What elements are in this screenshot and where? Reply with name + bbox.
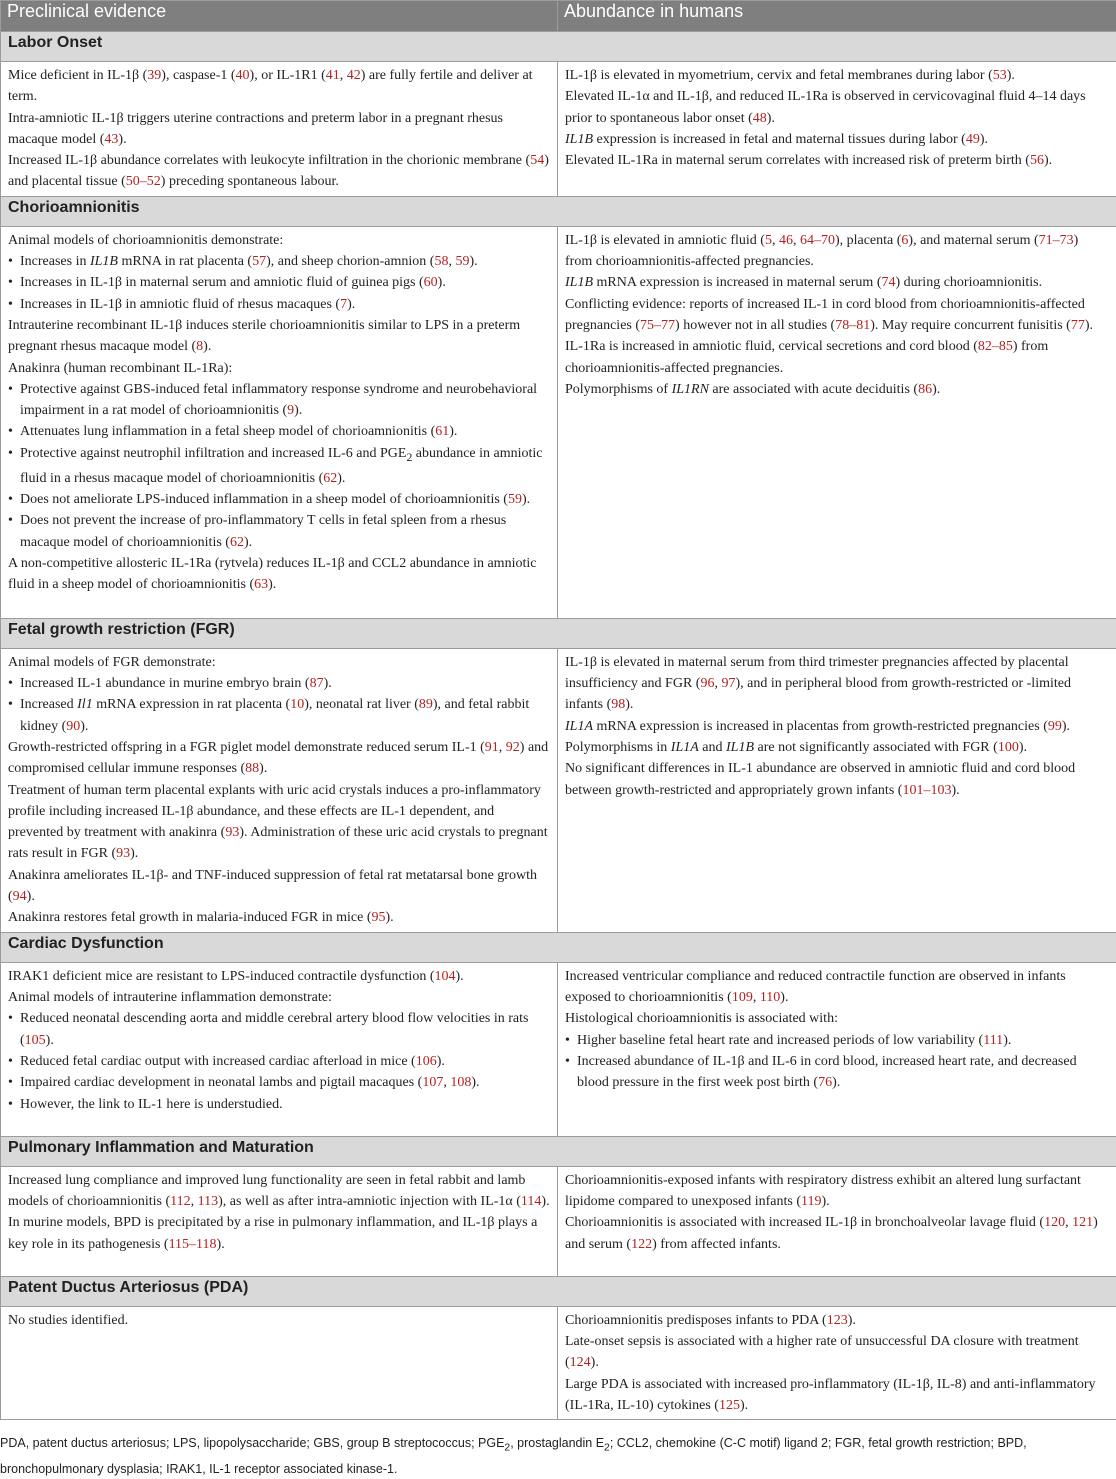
bullet-icon: • <box>8 1008 20 1051</box>
bullet-text: Increased IL-1 abundance in murine embryo brain (87). <box>20 673 550 694</box>
section-title: Cardiac Dysfunction <box>1 932 1116 962</box>
evidence-paragraph: Elevated IL-1Ra in maternal serum correlates with increased risk of preterm birth (56). <box>565 150 1109 171</box>
bullet-text: Impaired cardiac development in neonatal lambs and pigtail macaques (107, 108). <box>20 1072 550 1093</box>
evidence-paragraph: IL-1Ra is increased in amniotic fluid, cervical secretions and cord blood (82–85) from chorioamnionitis-affected pregnancies. <box>565 336 1109 379</box>
evidence-paragraph: Histological chorioamnionitis is associated with: <box>565 1008 1109 1029</box>
preclinical-evidence-cell <box>1 1306 558 1419</box>
section-header-row <box>1 1276 1116 1306</box>
evidence-paragraph: Animal models of chorioamnionitis demonstrate: <box>8 230 550 251</box>
section-title: Labor Onset <box>1 32 1116 62</box>
evidence-paragraph: Increased ventricular compliance and reduced contractile function are observed in infants exposed to chorioamnionitis (109, 110). <box>565 966 1109 1009</box>
bullet-item <box>8 1094 550 1115</box>
evidence-paragraph: Chorioamnionitis-exposed infants with respiratory distress exhibit an altered lung surfactant lipidome compared to unexposed infants (119). <box>565 1170 1109 1213</box>
bullet-icon: • <box>8 379 20 422</box>
evidence-paragraph: IL-1β is elevated in amniotic fluid (5, 46, 64–70), placenta (6), and maternal serum (71–73) from chorioamnionitis-affected pregnancies. <box>565 230 1109 273</box>
bullet-item <box>8 1008 550 1051</box>
preclinical-evidence-cell <box>1 62 558 197</box>
human-abundance-cell <box>558 1306 1116 1419</box>
bullet-item <box>8 379 550 422</box>
bullet-text: However, the link to IL-1 here is understudied. <box>20 1094 550 1115</box>
preclinical-evidence-cell <box>1 226 558 618</box>
bullet-text: Increased abundance of IL-1β and IL-6 in cord blood, increased heart rate, and decreased blood pressure in the first week post birth (76). <box>577 1051 1109 1094</box>
evidence-paragraph: IL-1β is elevated in maternal serum from third trimester pregnancies affected by placental insufficiency and FGR (96, 97), and in peripheral blood from growth-restricted or -limited infants (98). <box>565 652 1109 716</box>
bullet-icon: • <box>8 1051 20 1072</box>
evidence-paragraph: Mice deficient in IL-1β (39), caspase-1 (40), or IL-1R1 (41, 42) are fully fertile and deliver at term. <box>8 65 550 108</box>
bullet-icon: • <box>8 251 20 272</box>
bullet-text: Reduced neonatal descending aorta and middle cerebral artery blood flow velocities in rats (105). <box>20 1008 550 1051</box>
evidence-paragraph: Polymorphisms in IL1A and IL1B are not significantly associated with FGR (100). <box>565 737 1109 758</box>
bullet-item <box>8 1072 550 1093</box>
evidence-paragraph: Conflicting evidence: reports of increased IL-1 in cord blood from chorioamnionitis-affected pregnancies (75–77) however not in all studies (78–81). May require concurrent funisitis (77). <box>565 294 1109 337</box>
bullet-item <box>8 1051 550 1072</box>
evidence-paragraph: IL1A mRNA expression is increased in placentas from growth-restricted pregnancies (99). <box>565 716 1109 737</box>
column-header-humans: Abundance in humans <box>558 1 1116 32</box>
bullet-text: Increases in IL-1β in amniotic fluid of rhesus macaques (7). <box>20 294 550 315</box>
bullet-text: Increased Il1 mRNA expression in rat placenta (10), neonatal rat liver (89), and fetal rabbit kidney (90). <box>20 694 550 737</box>
section-header-row <box>1 618 1116 648</box>
bullet-item <box>8 510 550 553</box>
evidence-paragraph: Polymorphisms of IL1RN are associated with acute deciduitis (86). <box>565 379 1109 400</box>
bullet-text: Does not prevent the increase of pro-inflammatory T cells in fetal spleen from a rhesus macaque model of chorioamnionitis (62). <box>20 510 550 553</box>
bullet-item <box>8 673 550 694</box>
bullet-item <box>565 1051 1109 1094</box>
evidence-paragraph: Chorioamnionitis is associated with increased IL-1β in bronchoalveolar lavage fluid (120, 121) and serum (122) from affected infants. <box>565 1212 1109 1255</box>
evidence-paragraph: IL1B expression is increased in fetal and maternal tissues during labor (49). <box>565 129 1109 150</box>
evidence-paragraph: Increased IL-1β abundance correlates with leukocyte infiltration in the chorionic membrane (54) and placental tissue (50–52) preceding spontaneous labour. <box>8 150 550 193</box>
bullet-icon: • <box>8 673 20 694</box>
bullet-text: Protective against GBS-induced fetal inflammatory response syndrome and neurobehavioral impairment in a rat model of chorioamnionitis (9). <box>20 379 550 422</box>
bullet-icon: • <box>8 421 20 442</box>
section-content-row <box>1 226 1116 618</box>
bullet-text: Does not ameliorate LPS-induced inflammation in a sheep model of chorioamnionitis (59). <box>20 489 550 510</box>
section-header-row <box>1 932 1116 962</box>
section-content-row <box>1 648 1116 932</box>
section-content-row <box>1 1166 1116 1276</box>
bullet-icon: • <box>565 1030 577 1051</box>
section-title: Patent Ductus Arteriosus (PDA) <box>1 1276 1116 1306</box>
bullet-text: Protective against neutrophil infiltration and increased IL-6 and $PGE_2$ abundance in amniotic fluid in a rhesus macaque model of chorioamnionitis (62). <box>20 443 550 489</box>
human-abundance-cell <box>558 226 1116 618</box>
evidence-paragraph: Intrauterine recombinant IL-1β induces sterile chorioamnionitis similar to LPS in a preterm pregnant rhesus macaque model (8). <box>8 315 550 358</box>
preclinical-evidence-cell <box>1 1166 558 1276</box>
table-footnote: PDA, patent ductus arteriosus; LPS, lipopolysaccharide; GBS, group B streptococcus; $PGE_2$, prostaglandin $E_2$; CCL2, chemokine (C-C motif) ligand 2; FGR, fetal growth restriction; BPD, bronchopulmonary dysplasia; IRAK1, IL-1 receptor associated kinase-1. <box>0 1433 1110 1479</box>
human-abundance-cell <box>558 648 1116 932</box>
section-header-row <box>1 196 1116 226</box>
evidence-paragraph: Increased lung compliance and improved lung functionality are seen in fetal rabbit and lamb models of chorioamnionitis (112, 113), as well as after intra-amniotic injection with IL-1α (114). <box>8 1170 550 1213</box>
human-abundance-cell <box>558 1166 1116 1276</box>
section-header-row <box>1 32 1116 62</box>
bullet-item <box>8 443 550 489</box>
evidence-paragraph: Treatment of human term placental explants with uric acid crystals induces a pro-inflammatory profile including increased IL-1β abundance, and these effects are IL-1 dependent, and prevented by treatment with anakinra (93). Administration of these uric acid crystals to pregnant rats result in FGR (93). <box>8 780 550 865</box>
section-header-row <box>1 1136 1116 1166</box>
evidence-paragraph: Anakinra ameliorates IL-1β- and TNF-induced suppression of fetal rat metatarsal bone growth (94). <box>8 865 550 908</box>
evidence-paragraph: IL-1β is elevated in myometrium, cervix and fetal membranes during labor (53). <box>565 65 1109 86</box>
evidence-paragraph: Animal models of intrauterine inflammation demonstrate: <box>8 987 550 1008</box>
bullet-item <box>8 421 550 442</box>
human-abundance-cell <box>558 962 1116 1136</box>
bullet-item <box>8 694 550 737</box>
bullet-icon: • <box>8 1094 20 1115</box>
bullet-text: Attenuates lung inflammation in a fetal sheep model of chorioamnionitis (61). <box>20 421 550 442</box>
bullet-icon: • <box>8 294 20 315</box>
evidence-paragraph: Anakinra restores fetal growth in malaria-induced FGR in mice (95). <box>8 907 550 928</box>
evidence-paragraph: Chorioamnionitis predisposes infants to PDA (123). <box>565 1310 1109 1331</box>
bullet-text: Increases in IL-1β in maternal serum and amniotic fluid of guinea pigs (60). <box>20 272 550 293</box>
evidence-paragraph: Late-onset sepsis is associated with a higher rate of unsuccessful DA closure with treatment (124). <box>565 1331 1109 1374</box>
section-content-row <box>1 962 1116 1136</box>
evidence-paragraph: No significant differences in IL-1 abundance are observed in amniotic fluid and cord blood between growth-restricted and appropriately grown infants (101–103). <box>565 758 1109 801</box>
bullet-text: Higher baseline fetal heart rate and increased periods of low variability (111). <box>577 1030 1109 1051</box>
section-title: Chorioamnionitis <box>1 196 1116 226</box>
section-content-row <box>1 62 1116 197</box>
bullet-icon: • <box>8 489 20 510</box>
bullet-icon: • <box>8 694 20 737</box>
column-header-preclinical: Preclinical evidence <box>1 1 558 32</box>
evidence-paragraph: IRAK1 deficient mice are resistant to LPS-induced contractile dysfunction (104). <box>8 966 550 987</box>
bullet-icon: • <box>8 510 20 553</box>
preclinical-evidence-cell <box>1 648 558 932</box>
evidence-paragraph: Growth-restricted offspring in a FGR piglet model demonstrate reduced serum IL-1 (91, 92) and compromised cellular immune responses (88). <box>8 737 550 780</box>
section-title: Fetal growth restriction (FGR) <box>1 618 1116 648</box>
bullet-icon: • <box>8 272 20 293</box>
bullet-item <box>565 1030 1109 1051</box>
table-body <box>1 32 1116 1420</box>
evidence-paragraph: Anakinra (human recombinant IL-1Ra): <box>8 358 550 379</box>
bullet-text: Increases in IL1B mRNA in rat placenta (57), and sheep chorion-amnion (58, 59). <box>20 251 550 272</box>
evidence-paragraph: Large PDA is associated with increased pro-inflammatory (IL-1β, IL-8) and anti-inflammatory (IL-1Ra, IL-10) cytokines (125). <box>565 1374 1109 1417</box>
section-title: Pulmonary Inflammation and Maturation <box>1 1136 1116 1166</box>
bullet-item <box>8 251 550 272</box>
bullet-item <box>8 489 550 510</box>
evidence-paragraph: Elevated IL-1α and IL-1β, and reduced IL-1Ra is observed in cervicovaginal fluid 4–14 days prior to spontaneous labor onset (48). <box>565 86 1109 129</box>
human-abundance-cell <box>558 62 1116 197</box>
bullet-item <box>8 272 550 293</box>
bullet-icon: • <box>565 1051 577 1094</box>
evidence-paragraph: In murine models, BPD is precipitated by a rise in pulmonary inflammation, and IL-1β plays a key role in its pathogenesis (115–118). <box>8 1212 550 1255</box>
evidence-paragraph: A non-competitive allosteric IL-1Ra (rytvela) reduces IL-1β and CCL2 abundance in amniotic fluid in a sheep model of chorioamnionitis (63). <box>8 553 550 596</box>
table-header-row <box>1 1 1116 32</box>
bullet-icon: • <box>8 1072 20 1093</box>
section-content-row <box>1 1306 1116 1419</box>
evidence-paragraph: Animal models of FGR demonstrate: <box>8 652 550 673</box>
preclinical-evidence-cell <box>1 962 558 1136</box>
evidence-paragraph: No studies identified. <box>8 1310 550 1331</box>
evidence-paragraph: IL1B mRNA expression is increased in maternal serum (74) during chorioamnionitis. <box>565 272 1109 293</box>
bullet-icon: • <box>8 443 20 489</box>
bullet-item <box>8 294 550 315</box>
bullet-text: Reduced fetal cardiac output with increased cardiac afterload in mice (106). <box>20 1051 550 1072</box>
evidence-paragraph: Intra-amniotic IL-1β triggers uterine contractions and preterm labor in a pregnant rhesus macaque model (43). <box>8 108 550 151</box>
